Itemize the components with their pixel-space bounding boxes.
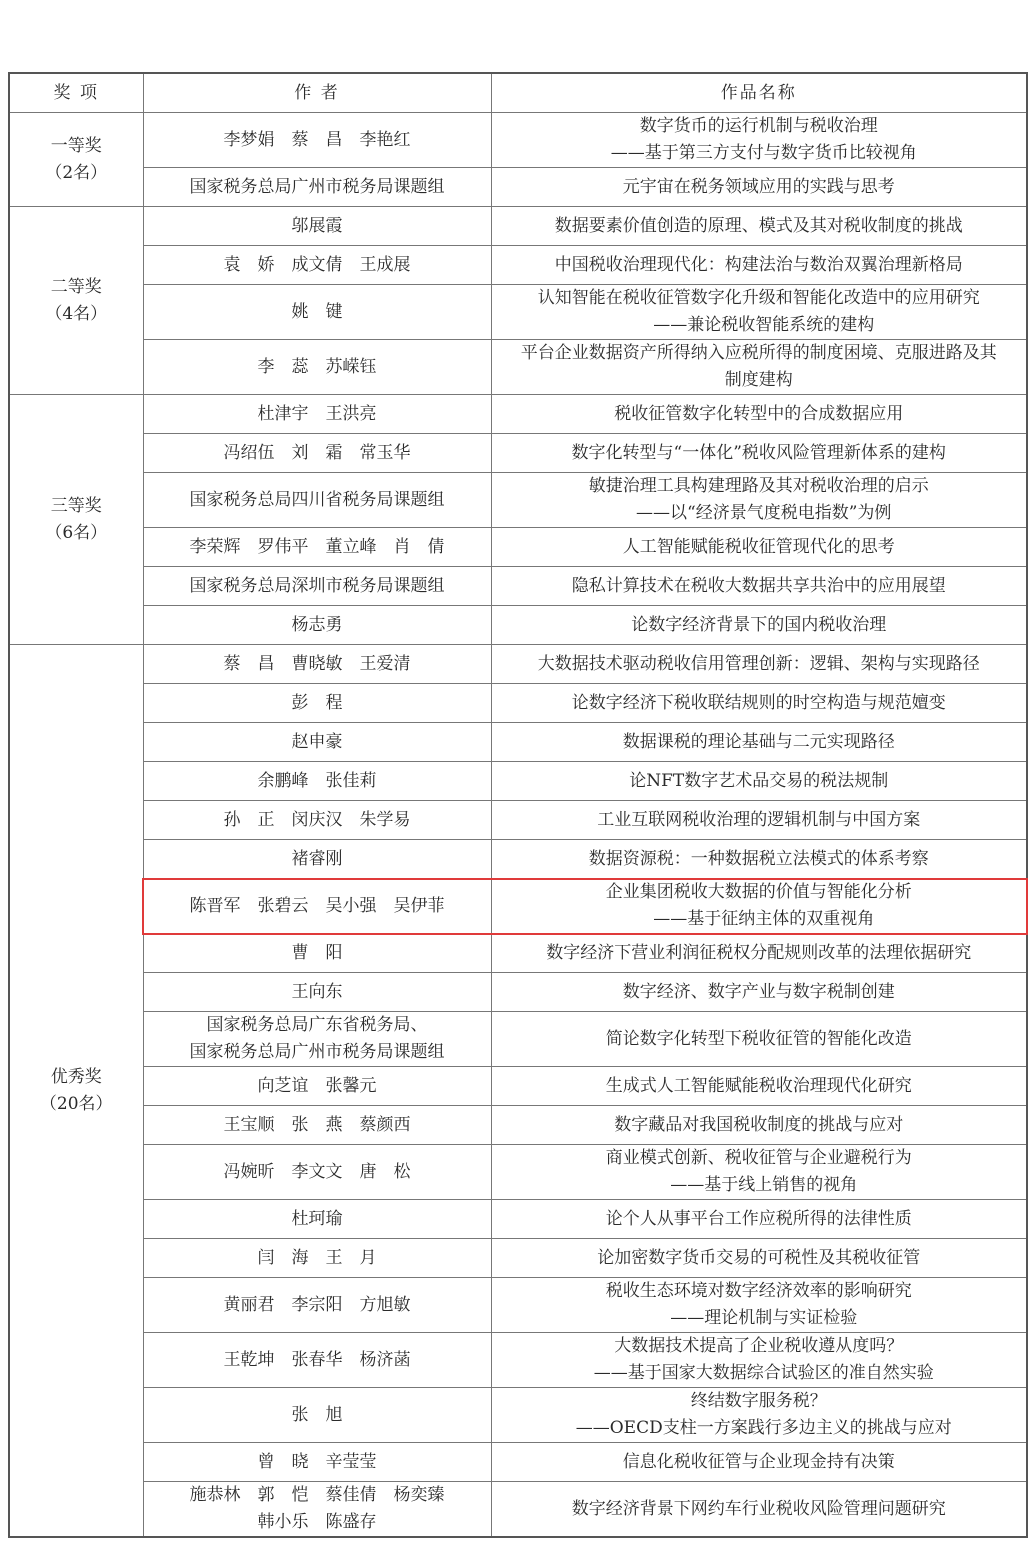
work-title-cell <box>491 1145 1027 1200</box>
award-level-cell <box>9 113 143 207</box>
work-title: 隐私计算技术在税收大数据共享共治中的应用展望 <box>571 575 946 596</box>
work-title: 论加密数字货币交易的可税性及其税收征管 <box>597 1247 921 1268</box>
table-row <box>9 434 1027 473</box>
author-cell <box>143 434 491 473</box>
award-count: （6名） <box>45 522 108 543</box>
work-title-cell <box>491 395 1027 434</box>
table-row <box>9 879 1027 934</box>
author-line: 国家税务总局广东省税务局、 <box>206 1015 428 1035</box>
author-line: 陈晋军 张碧云 吴小强 吴伊菲 <box>189 895 445 916</box>
work-title: 论个人从事平台工作应税所得的法律性质 <box>605 1208 912 1229</box>
table-row <box>9 473 1027 528</box>
author-line: 褚睿刚 <box>291 848 343 869</box>
award-count: （4名） <box>45 303 108 324</box>
work-title: 数据要素价值创造的原理、模式及其对税收制度的挑战 <box>554 215 963 236</box>
work-title: 企业集团税收大数据的价值与智能化分析 <box>605 882 912 902</box>
work-title: 简论数字化转型下税收征管的智能化改造 <box>605 1028 912 1049</box>
work-title-cell <box>491 1106 1027 1145</box>
table-row <box>9 1145 1027 1200</box>
author-cell <box>143 1200 491 1239</box>
work-title: 论NFT数字艺术品交易的税法规制 <box>629 770 889 791</box>
work-title: 工业互联网税收治理的逻辑机制与中国方案 <box>597 809 921 830</box>
table-row <box>9 340 1027 395</box>
table-row <box>9 113 1027 168</box>
author-cell <box>143 840 491 879</box>
table-row <box>9 1278 1027 1333</box>
author-cell <box>143 1145 491 1200</box>
table-row <box>9 567 1027 606</box>
work-title-cell <box>491 207 1027 246</box>
table-row <box>9 395 1027 434</box>
work-subtitle: ——基于国家大数据综合试验区的准自然实验 <box>593 1363 934 1383</box>
author-cell <box>143 1482 491 1538</box>
award-list-sheet <box>8 72 1026 1538</box>
author-cell <box>143 1067 491 1106</box>
author-line: 王宝顺 张 燕 蔡颜西 <box>223 1114 411 1135</box>
work-title-cell <box>491 113 1027 168</box>
work-title: 数字经济下营业利润征税权分配规则改革的法理依据研究 <box>546 942 972 963</box>
work-title-cell <box>491 168 1027 207</box>
author-line: 蔡 昌 曹晓敏 王爱清 <box>223 653 411 674</box>
author-line: 彭 程 <box>291 692 343 713</box>
work-title-cell <box>491 567 1027 606</box>
work-subtitle: ——基于线上销售的视角 <box>670 1175 858 1195</box>
author-line: 国家税务总局广州市税务局课题组 <box>189 176 445 197</box>
work-title-cell <box>491 606 1027 645</box>
work-title-cell <box>491 1012 1027 1067</box>
author-cell <box>143 1239 491 1278</box>
work-title: 人工智能赋能税收征管现代化的思考 <box>622 536 895 557</box>
work-title-cell <box>491 473 1027 528</box>
author-cell <box>143 762 491 801</box>
work-title-cell <box>491 1239 1027 1278</box>
author-line: 冯婉昕 李文文 唐 松 <box>223 1161 411 1182</box>
author-cell <box>143 528 491 567</box>
work-subtitle: ——理论机制与实证检验 <box>670 1308 858 1328</box>
author-line: 施恭林 郭 恺 蔡佳倩 杨奕臻 <box>189 1485 445 1505</box>
header-title: 作品名称 <box>491 73 1027 113</box>
author-line: 李 蕊 苏嵘钰 <box>257 356 377 377</box>
author-line: 邬展霞 <box>291 215 343 236</box>
work-title: 论数字经济背景下的国内税收治理 <box>631 614 887 635</box>
award-count: （2名） <box>45 162 108 183</box>
author-cell <box>143 1388 491 1443</box>
table-row <box>9 1200 1027 1239</box>
work-title-cell <box>491 1200 1027 1239</box>
table-row <box>9 645 1027 684</box>
author-cell <box>143 684 491 723</box>
work-title: 论数字经济下税收联结规则的时空构造与规范嬗变 <box>571 692 946 713</box>
work-subtitle: ——基于征纳主体的双重视角 <box>653 909 875 929</box>
work-title: 生成式人工智能赋能税收治理现代化研究 <box>605 1075 912 1096</box>
award-level: 一等奖 <box>50 135 102 156</box>
work-title-cell <box>491 879 1027 934</box>
author-line: 冯绍伍 刘 霜 常玉华 <box>223 442 411 463</box>
author-cell <box>143 113 491 168</box>
author-line: 赵申豪 <box>291 731 343 752</box>
author-cell <box>143 1106 491 1145</box>
award-count: （20名） <box>39 1093 113 1114</box>
work-title-cell <box>491 1388 1027 1443</box>
work-title-cell <box>491 246 1027 285</box>
work-title: 信息化税收征管与企业现金持有决策 <box>622 1451 895 1472</box>
author-line: 杨志勇 <box>291 614 343 635</box>
header-row <box>9 73 1027 113</box>
table-row <box>9 1067 1027 1106</box>
table-row <box>9 1239 1027 1278</box>
author-cell <box>143 473 491 528</box>
author-cell <box>143 723 491 762</box>
work-title-cell <box>491 934 1027 973</box>
work-title: 大数据技术提高了企业税收遵从度吗？ <box>614 1336 904 1356</box>
table-row <box>9 528 1027 567</box>
work-subtitle: ——兼论税收智能系统的建构 <box>653 315 875 335</box>
author-cell <box>143 207 491 246</box>
header-author: 作 者 <box>143 73 491 113</box>
table-row <box>9 840 1027 879</box>
author-cell <box>143 340 491 395</box>
work-title-cell <box>491 285 1027 340</box>
work-title: 税收征管数字化转型中的合成数据应用 <box>614 403 904 424</box>
award-level-cell <box>9 207 143 395</box>
author-cell <box>143 606 491 645</box>
table-row <box>9 207 1027 246</box>
author-cell <box>143 395 491 434</box>
author-line: 黄丽君 李宗阳 方旭敏 <box>223 1294 411 1315</box>
work-title-cell <box>491 1278 1027 1333</box>
work-title: 数字化转型与“一体化”税收风险管理新体系的建构 <box>571 442 946 463</box>
author-line: 杜珂瑜 <box>291 1208 343 1229</box>
author-cell <box>143 246 491 285</box>
table-row <box>9 801 1027 840</box>
table-row <box>9 606 1027 645</box>
author-cell <box>143 1278 491 1333</box>
author-cell <box>143 1443 491 1482</box>
work-title: 商业模式创新、税收征管与企业避税行为 <box>605 1148 912 1168</box>
work-title: 元宇宙在税务领域应用的实践与思考 <box>622 176 895 197</box>
table-row <box>9 1482 1027 1538</box>
author-cell <box>143 1012 491 1067</box>
table-row <box>9 1443 1027 1482</box>
author-line: 国家税务总局广州市税务局课题组 <box>189 1042 445 1062</box>
work-title-cell <box>491 762 1027 801</box>
work-title: 数据资源税：一种数据税立法模式的体系考察 <box>588 848 929 869</box>
work-title-cell <box>491 1443 1027 1482</box>
author-line: 王乾坤 张春华 杨济菡 <box>223 1349 411 1370</box>
author-line: 向芝谊 张馨元 <box>257 1075 377 1096</box>
work-title-cell <box>491 1067 1027 1106</box>
author-line: 曹 阳 <box>291 942 343 963</box>
table-row <box>9 285 1027 340</box>
author-line: 李荣辉 罗伟平 董立峰 肖 倩 <box>189 536 445 557</box>
work-subtitle: 制度建构 <box>724 370 793 390</box>
table-row <box>9 1333 1027 1388</box>
table-row <box>9 1388 1027 1443</box>
work-title-cell <box>491 1333 1027 1388</box>
header-award: 奖 项 <box>9 73 143 113</box>
award-level: 二等奖 <box>50 276 102 297</box>
table-row <box>9 762 1027 801</box>
work-title: 数据课税的理论基础与二元实现路径 <box>622 731 895 752</box>
work-title-cell <box>491 801 1027 840</box>
author-line: 王向东 <box>291 981 343 1002</box>
award-level-cell <box>9 645 143 1538</box>
work-title: 中国税收治理现代化：构建法治与数治双翼治理新格局 <box>554 254 963 275</box>
author-line: 李梦娟 蔡 昌 李艳红 <box>223 129 411 150</box>
work-title-cell <box>491 684 1027 723</box>
work-title: 平台企业数据资产所得纳入应税所得的制度困境、克服进路及其 <box>520 343 997 363</box>
author-line: 国家税务总局四川省税务局课题组 <box>189 489 445 510</box>
table-row <box>9 246 1027 285</box>
author-cell <box>143 567 491 606</box>
author-line: 杜津宇 王洪亮 <box>257 403 377 424</box>
work-title-cell <box>491 723 1027 762</box>
work-title-cell <box>491 434 1027 473</box>
table-row <box>9 934 1027 973</box>
award-level: 三等奖 <box>50 495 102 516</box>
work-title: 认知智能在税收征管数字化升级和智能化改造中的应用研究 <box>537 288 980 308</box>
work-title: 大数据技术驱动税收信用管理创新：逻辑、架构与实现路径 <box>537 653 980 674</box>
author-line: 国家税务总局深圳市税务局课题组 <box>189 575 445 596</box>
author-cell <box>143 645 491 684</box>
award-table <box>8 72 1028 1538</box>
work-title: 数字货币的运行机制与税收治理 <box>639 116 878 136</box>
author-line: 袁 娇 成文倩 王成展 <box>223 254 411 275</box>
work-title-cell <box>491 645 1027 684</box>
author-line: 余鹏峰 张佳莉 <box>257 770 377 791</box>
author-cell <box>143 168 491 207</box>
author-cell <box>143 879 491 934</box>
author-line: 韩小乐 陈盛存 <box>257 1512 377 1532</box>
table-row <box>9 723 1027 762</box>
award-level-cell <box>9 395 143 645</box>
author-line: 闫 海 王 月 <box>257 1247 377 1268</box>
author-cell <box>143 1333 491 1388</box>
author-cell <box>143 934 491 973</box>
author-cell <box>143 801 491 840</box>
award-level: 优秀奖 <box>50 1066 102 1087</box>
work-title: 数字经济、数字产业与数字税制创建 <box>622 981 895 1002</box>
author-cell <box>143 285 491 340</box>
work-title: 数字藏品对我国税收制度的挑战与应对 <box>614 1114 904 1135</box>
work-title: 敏捷治理工具构建理路及其对税收治理的启示 <box>588 476 929 496</box>
author-cell <box>143 973 491 1012</box>
table-row <box>9 973 1027 1012</box>
table-row <box>9 168 1027 207</box>
table-row <box>9 1012 1027 1067</box>
author-line: 孙 正 闵庆汉 朱学易 <box>223 809 411 830</box>
work-title-cell <box>491 1482 1027 1538</box>
table-row <box>9 684 1027 723</box>
work-title-cell <box>491 840 1027 879</box>
work-title-cell <box>491 528 1027 567</box>
table-row <box>9 1106 1027 1145</box>
work-title: 终结数字服务税？ <box>690 1391 827 1411</box>
work-subtitle: ——以“经济景气度税电指数”为例 <box>636 503 892 523</box>
author-line: 曾 晓 辛莹莹 <box>257 1451 377 1472</box>
author-line: 姚 键 <box>291 301 343 322</box>
work-title: 数字经济背景下网约车行业税收风险管理问题研究 <box>571 1498 946 1519</box>
work-title-cell <box>491 973 1027 1012</box>
work-subtitle: ——OECD支柱一方案践行多边主义的挑战与应对 <box>575 1418 952 1438</box>
work-title-cell <box>491 340 1027 395</box>
work-title: 税收生态环境对数字经济效率的影响研究 <box>605 1281 912 1301</box>
author-line: 张 旭 <box>291 1404 343 1425</box>
work-subtitle: ——基于第三方支付与数字货币比较视角 <box>610 143 917 163</box>
